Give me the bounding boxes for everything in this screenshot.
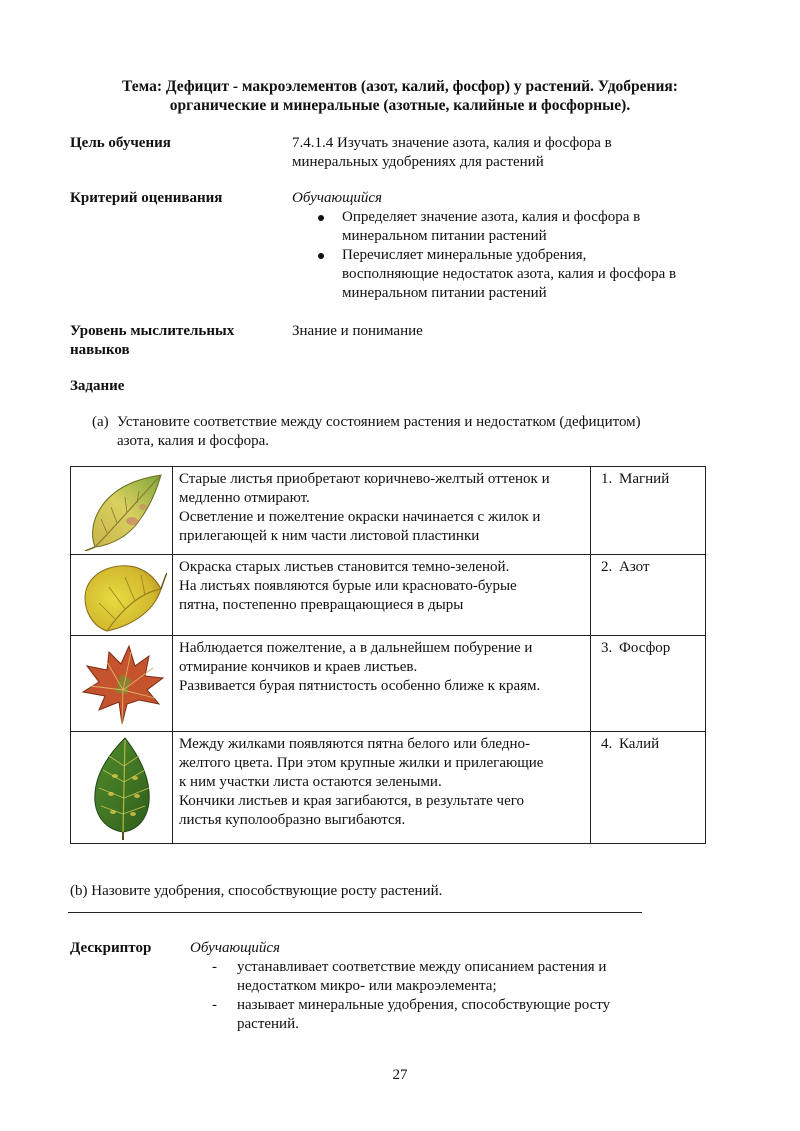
condition-text: Между жилками появляются пятна белого или бледно- желтого цвета. При этом крупные жилки и прилегающие к ним участки листа остаются зелеными. Кончики листьев и края загибаются, в результате чего листья куполообразно выгибаются. [179,736,544,828]
leaf-icon [77,736,167,840]
descriptor-subject: Обучающийся [190,940,281,956]
element-name: Магний [619,471,670,487]
element-name: Калий [619,736,660,752]
leaf-image-cell [71,467,173,554]
table-row [71,467,705,555]
thinking-label: Уровень мыслительных навыков [70,323,235,358]
leaf-icon [77,559,167,635]
thinking-value: Знание и понимание [292,323,423,339]
element-cell: 3. Фосфор [590,636,706,731]
table-row [71,732,705,843]
condition-text: Старые листья приобретают коричнево-желтый оттенок и медленно отмирают. Осветление и пожелтение окраски начинается с жилок и прилегающей к ним части листовой пластинки [179,471,550,544]
criteria-value [292,189,722,303]
condition-text: Наблюдается пожелтение, а в дальнейшем побурение и отмирание кончиков и краев листьев. Развивается бурая пятнистость особенно ближе к краям. [179,640,541,694]
element-cell: 2. Азот [590,555,706,635]
task-b: (b) Назовите удобрения, способствующие росту растений. [70,883,443,899]
table-row [71,555,705,636]
element-name: Фосфор [619,640,671,656]
objective-value: 7.4.1.4 Изучать значение азота, калия и фосфора в минеральных удобрениях для растений [292,135,612,170]
condition-text: Окраска старых листьев становится темно-зеленой. На листьях появляются бурые или красновато-бурые пятна, постепенно превращающиеся в дыры [179,559,517,613]
leaf-image-cell [71,555,173,635]
answer-line[interactable] [68,912,642,913]
table-row [71,636,705,732]
page-number: 27 [392,1067,408,1083]
leaf-icon [77,471,167,551]
leaf-image-cell [71,732,173,843]
matching-table [70,466,706,844]
criteria-bullet: Определяет значение азота, калия и фосфора в минеральном питании растений [292,208,722,246]
task-a-text: Установите соответствие между состоянием растения и недостатком (дефицитом) азота, калия и фосфора. [117,414,641,449]
task-a-marker: (a) [92,414,109,430]
leaf-icon [77,640,167,728]
criteria-bullet: Перечисляет минеральные удобрения, восполняющие недостаток азота, калия и фосфора в минеральном питании растений [292,246,722,303]
page-title: Тема: Дефицит - макроэлементов (азот, калий, фосфор) у растений. Удобрения: органические и минеральные (азотные, калийные и фосфорные). [122,78,678,114]
element-cell: 4. Калий [590,732,706,843]
criteria-subject: Обучающийся [292,190,383,206]
task-heading: Задание [70,378,125,394]
descriptor-label: Дескриптор [70,940,152,956]
element-cell: 1. Магний [590,467,706,554]
leaf-image-cell [71,636,173,731]
criteria-label: Критерий оценивания [70,190,223,206]
objective-label: Цель обучения [70,135,171,151]
element-name: Азот [619,559,650,575]
